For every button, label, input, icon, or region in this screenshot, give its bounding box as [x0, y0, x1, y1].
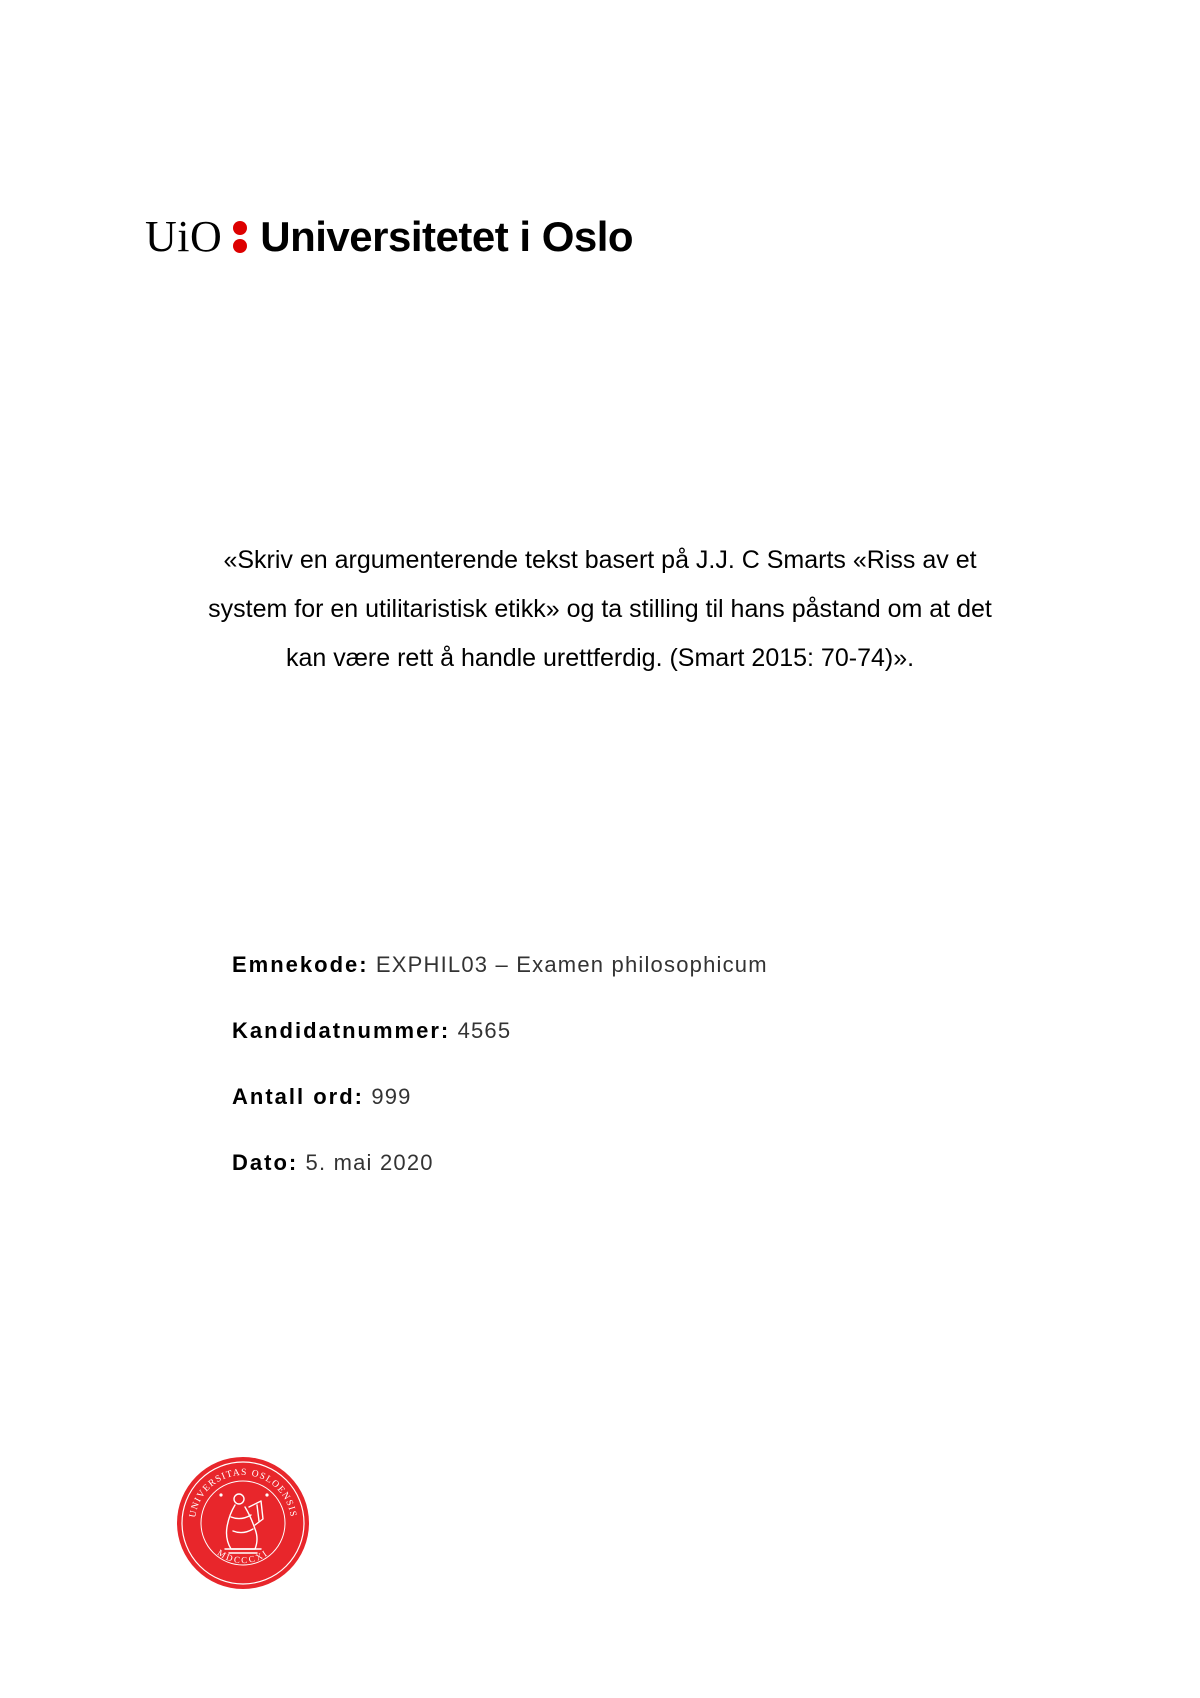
logo-dot-top — [233, 221, 247, 235]
university-seal-icon — [175, 1455, 311, 1591]
logo-colon-icon — [232, 219, 248, 255]
date-value: 5. mai 2020 — [305, 1150, 434, 1175]
word-count-value: 999 — [371, 1084, 412, 1109]
seal-inscription: UNIVERSITAS OSLOENSIS — [188, 1467, 298, 1519]
candidate-number-value: 4565 — [457, 1018, 512, 1043]
candidate-number-label: Kandidatnummer: — [232, 1018, 451, 1043]
university-logo — [145, 212, 633, 262]
date-label: Dato: — [232, 1150, 299, 1175]
logo-university-name: Universitetet i Oslo — [260, 213, 634, 260]
logo-abbreviation: UiO — [145, 212, 223, 261]
word-count-row — [232, 1082, 1032, 1148]
title-line: system for en utilitaristisk etikk» og ta stilling til hans påstand om at det — [208, 595, 992, 623]
word-count-label: Antall ord: — [232, 1084, 364, 1109]
seal-star — [265, 1493, 268, 1496]
logo-dot-bottom — [233, 239, 247, 253]
seal-year: MDCCCXI — [215, 1547, 271, 1566]
title-line: kan være rett å handle urettferdig. (Smart 2015: 70-74)». — [285, 644, 915, 672]
course-code-label: Emnekode: — [232, 952, 369, 977]
title-line: «Skriv en argumenterende tekst basert på J.J. C Smarts «Riss av et — [223, 546, 977, 574]
candidate-number-row — [232, 1016, 1032, 1082]
assignment-title — [130, 536, 1070, 683]
course-code-value: EXPHIL03 – Examen philosophicum — [375, 952, 768, 977]
exam-info — [232, 950, 1032, 1214]
date-row — [232, 1148, 1032, 1214]
seal-star — [219, 1493, 222, 1496]
course-code-row — [232, 950, 1032, 1016]
